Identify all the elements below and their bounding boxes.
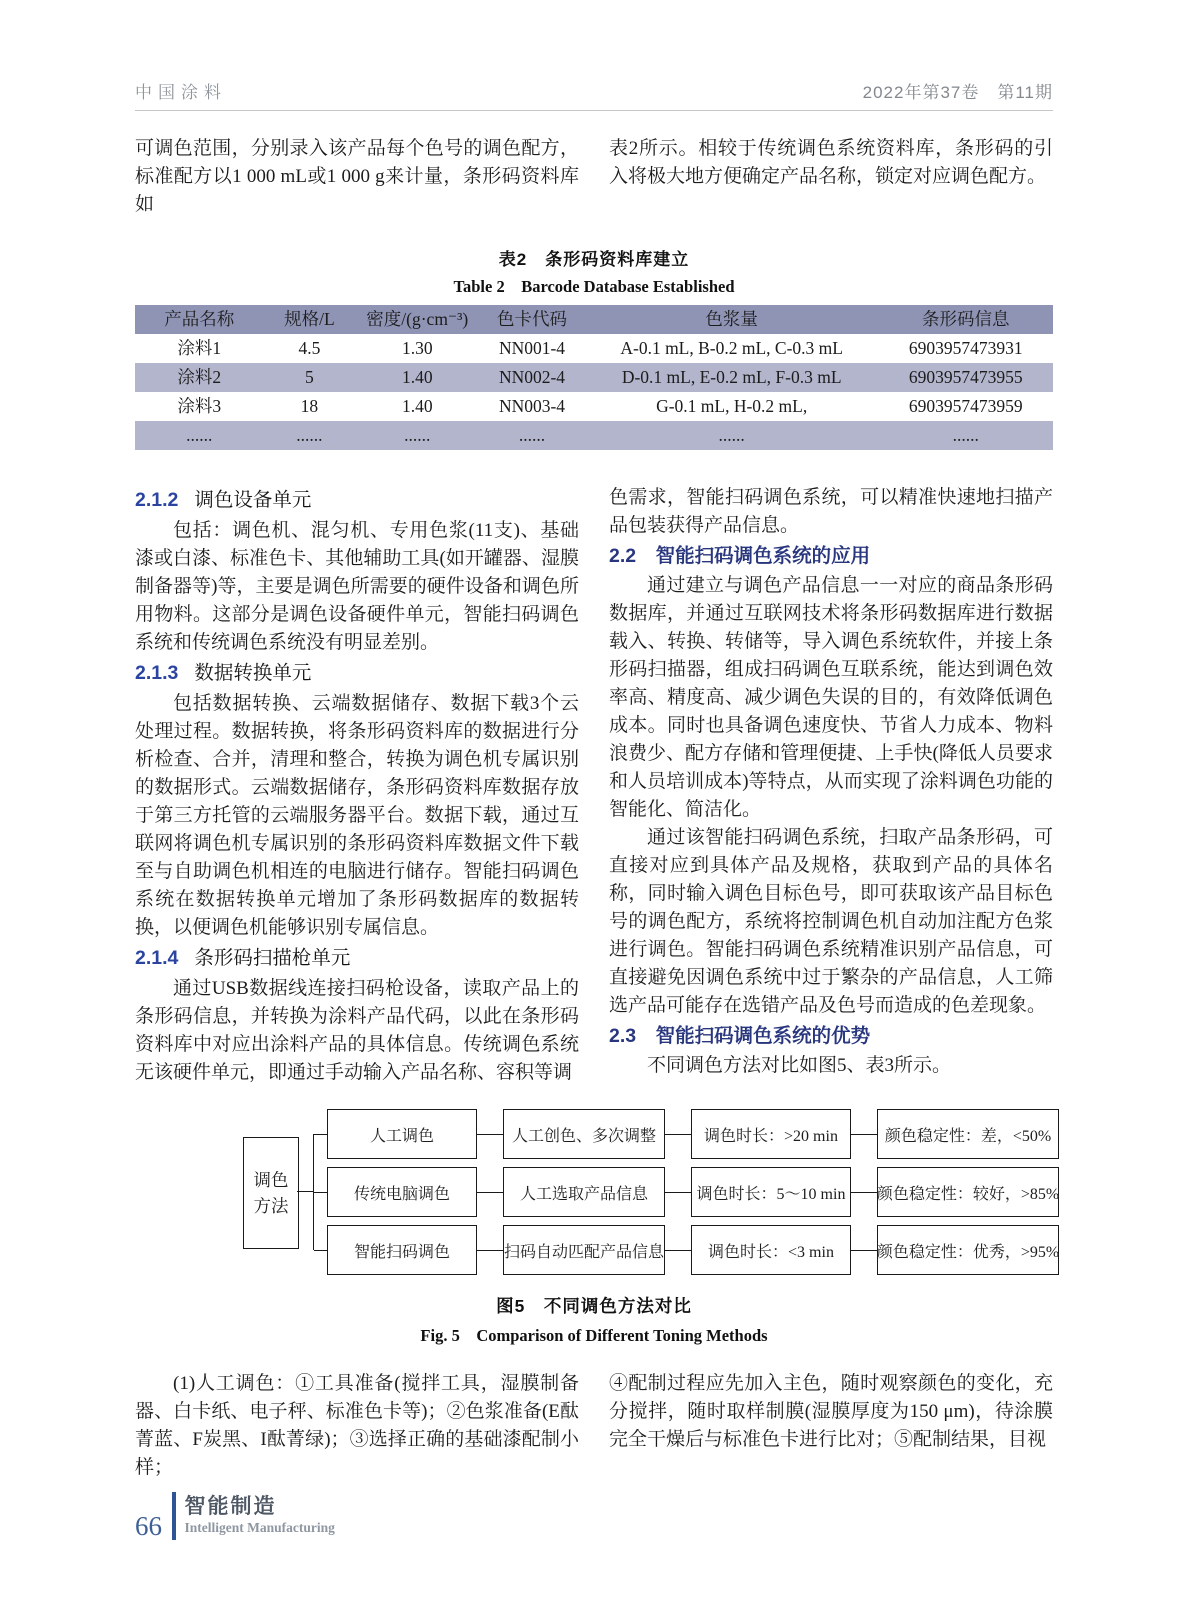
root-label-line1: 调色 [253,1170,289,1190]
figure5-block [135,1109,1060,1346]
connector-line [851,1134,877,1135]
section-title: 条形码扫描枪单元 [194,948,351,969]
paragraph: (1)人工调色：①工具准备(搅拌工具，湿膜制备器、白卡纸、电子秤、标准色卡等)；②色浆准备(E酞菁蓝、F炭黑、I酞菁绿)；③选择正确的基础漆配制小样； [135,1373,579,1478]
flowchart-time-box: 调色时长：<3 min [691,1225,851,1275]
table-row [135,363,1053,392]
intro-right-column [609,135,1053,219]
connector-line [665,1192,691,1193]
connector-line [297,1191,314,1192]
table-header-cell: 色卡代码 [479,305,585,334]
flowchart-stability-box: 颜色稳定性：优秀，>95% [877,1225,1059,1275]
footer-divider-bar [172,1492,176,1540]
table-cell: 6903957473931 [908,338,1023,358]
table2-block [135,245,1053,450]
barcode-database-table [135,305,1053,450]
toning-methods-flowchart [187,1109,1059,1275]
table-row [135,392,1053,421]
page-footer [135,1492,335,1540]
table-cell: G-0.1 mL, H-0.2 mL, [656,396,808,416]
flowchart-process-box: 扫码自动匹配产品信息 [503,1225,665,1275]
table-cell: 涂料3 [177,396,222,416]
column-name-en: Intelligent Manufacturing [184,1520,335,1535]
flowchart-row [327,1225,1059,1275]
table-cell: 涂料1 [177,338,222,358]
connector-line [665,1134,691,1135]
paragraph: 表2所示。相较于传统调色系统资料库，条形码的引入将极大地方便确定产品名称，锁定对应调色配方。 [609,138,1053,187]
table-cell: ...... [585,421,879,450]
table-cell: D-0.1 mL, E-0.2 mL, F-0.3 mL [585,363,879,392]
flowchart-method-box: 人工调色 [327,1109,477,1159]
connector-line [314,1192,327,1193]
flowchart-time-box: 调色时长：5～10 min [691,1167,851,1217]
paragraph: ④配制过程应先加入主色，随时观察颜色的变化，充分搅拌，随时取样制膜(湿膜厚度为150 μm)，待涂膜完全干燥后与标准色卡进行比对；⑤配制结果，目视 [609,1373,1053,1450]
section-heading-213 [135,659,579,688]
table-cell: 1.40 [401,396,433,416]
sections-left-column [135,484,579,1087]
table-row [135,421,1053,450]
paragraph: 通过建立与调色产品信息一一对应的商品条形码数据库，并通过互联网技术将条形码数据库进行数据载入、转换、转储等，导入调色系统软件，并接上条形码扫描器，组成扫码调色互联系统，能达到调色效率高、精度高、减少调色失误的目的，有效降低调色成本。同时也具备调色速度快、节省人力成本、物料浪费少、配方存储和管理便捷、上手快(降低人员要求和人员培训成本)等特点，从而实现了涂料调色功能的智能化、简洁化。 [609,575,1053,820]
table-header-cell: 色浆量 [585,305,879,334]
table-cell: ...... [135,421,264,450]
flowchart-method-box: 智能扫码调色 [327,1225,477,1275]
section-heading-212 [135,486,579,515]
table-header-cell: 条形码信息 [879,305,1053,334]
paragraph: 包括数据转换、云端数据储存、数据下载3个云处理过程。数据转换，将条形码资料库的数据进行分析检查、合并，清理和整合，转换为调色机专属识别的数据形式。云端数据储存，条形码资料库数据存放于第三方托管的云端服务器平台。数据下载，通过互联网将调色机专属识别的条形码资料库数据文件下载至与自助调色机相连的电脑进行储存。智能扫码调色系统在数据转换单元增加了条形码数据库的数据转换，以便调色机能够识别专属信息。 [135,693,579,938]
root-label-line2: 方法 [253,1196,289,1216]
section-heading-23: 2.3 智能扫码调色系统的优势 [609,1025,871,1047]
section-title: 数据转换单元 [194,663,312,684]
table-header-row [135,305,1053,334]
table-cell: 5 [264,363,356,392]
flowchart-process-box: 人工创色、多次调整 [503,1109,665,1159]
connector-line [851,1250,877,1251]
section-number: 2.1.3 [135,662,179,684]
bottom-right-column [609,1370,1053,1482]
table-header-cell: 产品名称 [135,305,264,334]
table-cell: 6903957473955 [879,363,1053,392]
connector-line [851,1192,877,1193]
connector-line [314,1134,327,1135]
paragraph: 通过USB数据线连接扫码枪设备，读取产品上的条形码信息，并转换为涂料产品代码，以此在条形码资料库中对应出涂料产品的具体信息。传统调色系统无该硬件单元，即通过手动输入产品名称、容积等调 [135,978,579,1083]
section-number: 2.1.4 [135,947,179,969]
connector-line [477,1134,503,1135]
table-title-en: Table 2 Barcode Database Established [453,277,735,296]
paragraph: 可调色范围，分别录入该产品每个色号的调色配方，标准配方以1 000 mL或1 000 g来计量，条形码资料库如 [135,138,579,215]
issue-info: 2022年第37卷 第11期 [862,83,1053,102]
journal-name: 中国涂料 [135,83,227,102]
paragraph: 包括：调色机、混匀机、专用色浆(11支)、基础漆或白漆、标准色卡、其他辅助工具(如开罐器、湿膜制备器等)等，主要是调色所需要的硬件设备和调色所用物料。这部分是调色设备硬件单元，智能扫码调色系统和传统调色系统没有明显差别。 [135,520,579,653]
sections-band [135,484,1053,1087]
table-header-cell: 密度/(g·cm⁻³) [355,305,479,334]
flowchart-process-box: 人工选取产品信息 [503,1167,665,1217]
flowchart-row [327,1109,1059,1159]
table-cell: A-0.1 mL, B-0.2 mL, C-0.3 mL [620,338,843,358]
table-cell: NN002-4 [479,363,585,392]
figure-caption-en: Fig. 5 Comparison of Different Toning Methods [420,1326,768,1345]
flowchart-stability-box: 颜色稳定性：差，<50% [877,1109,1059,1159]
flowchart-root-box [243,1137,299,1249]
connector-line [314,1250,327,1251]
table-cell: NN003-4 [498,396,566,416]
flowchart-time-box: 调色时长：>20 min [691,1109,851,1159]
bottom-band [135,1370,1053,1482]
connector-line [477,1250,503,1251]
table-cell: 18 [300,396,319,416]
section-number: 2.1.2 [135,489,179,511]
table-cell: 6903957473959 [908,396,1023,416]
table-cell: ...... [355,421,479,450]
table-cell: NN001-4 [498,338,566,358]
intro-left-column [135,135,579,219]
table-title-zh: 表2 条形码资料库建立 [498,250,690,269]
flowchart-stability-box: 颜色稳定性：较好，>85% [877,1167,1059,1217]
table-cell: 涂料2 [135,363,264,392]
running-head [135,78,1053,111]
table-cell: ...... [879,421,1053,450]
table-cell: ...... [264,421,356,450]
table-cell: 1.40 [355,363,479,392]
section-heading-214 [135,944,579,973]
intro-band [135,135,1053,219]
table-header-cell: 规格/L [264,305,356,334]
connector-line [665,1250,691,1251]
section-heading-22: 2.2 智能扫码调色系统的应用 [609,545,871,567]
paragraph: 色需求，智能扫码调色系统，可以精准快速地扫描产品包装获得产品信息。 [609,487,1053,536]
footer-column-names [185,1495,335,1537]
table-cell: 1.30 [401,338,433,358]
sections-right-column [609,484,1053,1087]
bottom-left-column [135,1370,579,1482]
table-cell: ...... [479,421,585,450]
column-name-zh: 智能制造 [184,1495,277,1518]
section-title: 调色设备单元 [194,490,312,511]
connector-line [477,1192,503,1193]
paragraph: 通过该智能扫码调色系统，扫取产品条形码，可直接对应到具体产品及规格，获取到产品的具体名称，同时输入调色目标色号，即可获取该产品目标色号的调色配方，系统将控制调色机自动加注配方色浆进行调色。智能扫码调色系统精准识别产品信息，可直接避免因调色系统中过于繁杂的产品信息，人工筛选产品可能存在选错产品及色号而造成的色差现象。 [609,827,1053,1016]
flowchart-row [327,1167,1059,1217]
table-cell: 4.5 [298,338,321,358]
page-number: 66 [135,1511,162,1541]
flowchart-method-box: 传统电脑调色 [327,1167,477,1217]
table-row [135,334,1053,363]
paragraph: 不同调色方法对比如图5、表3所示。 [647,1055,952,1076]
figure-caption-zh: 图5 不同调色方法对比 [496,1296,692,1316]
